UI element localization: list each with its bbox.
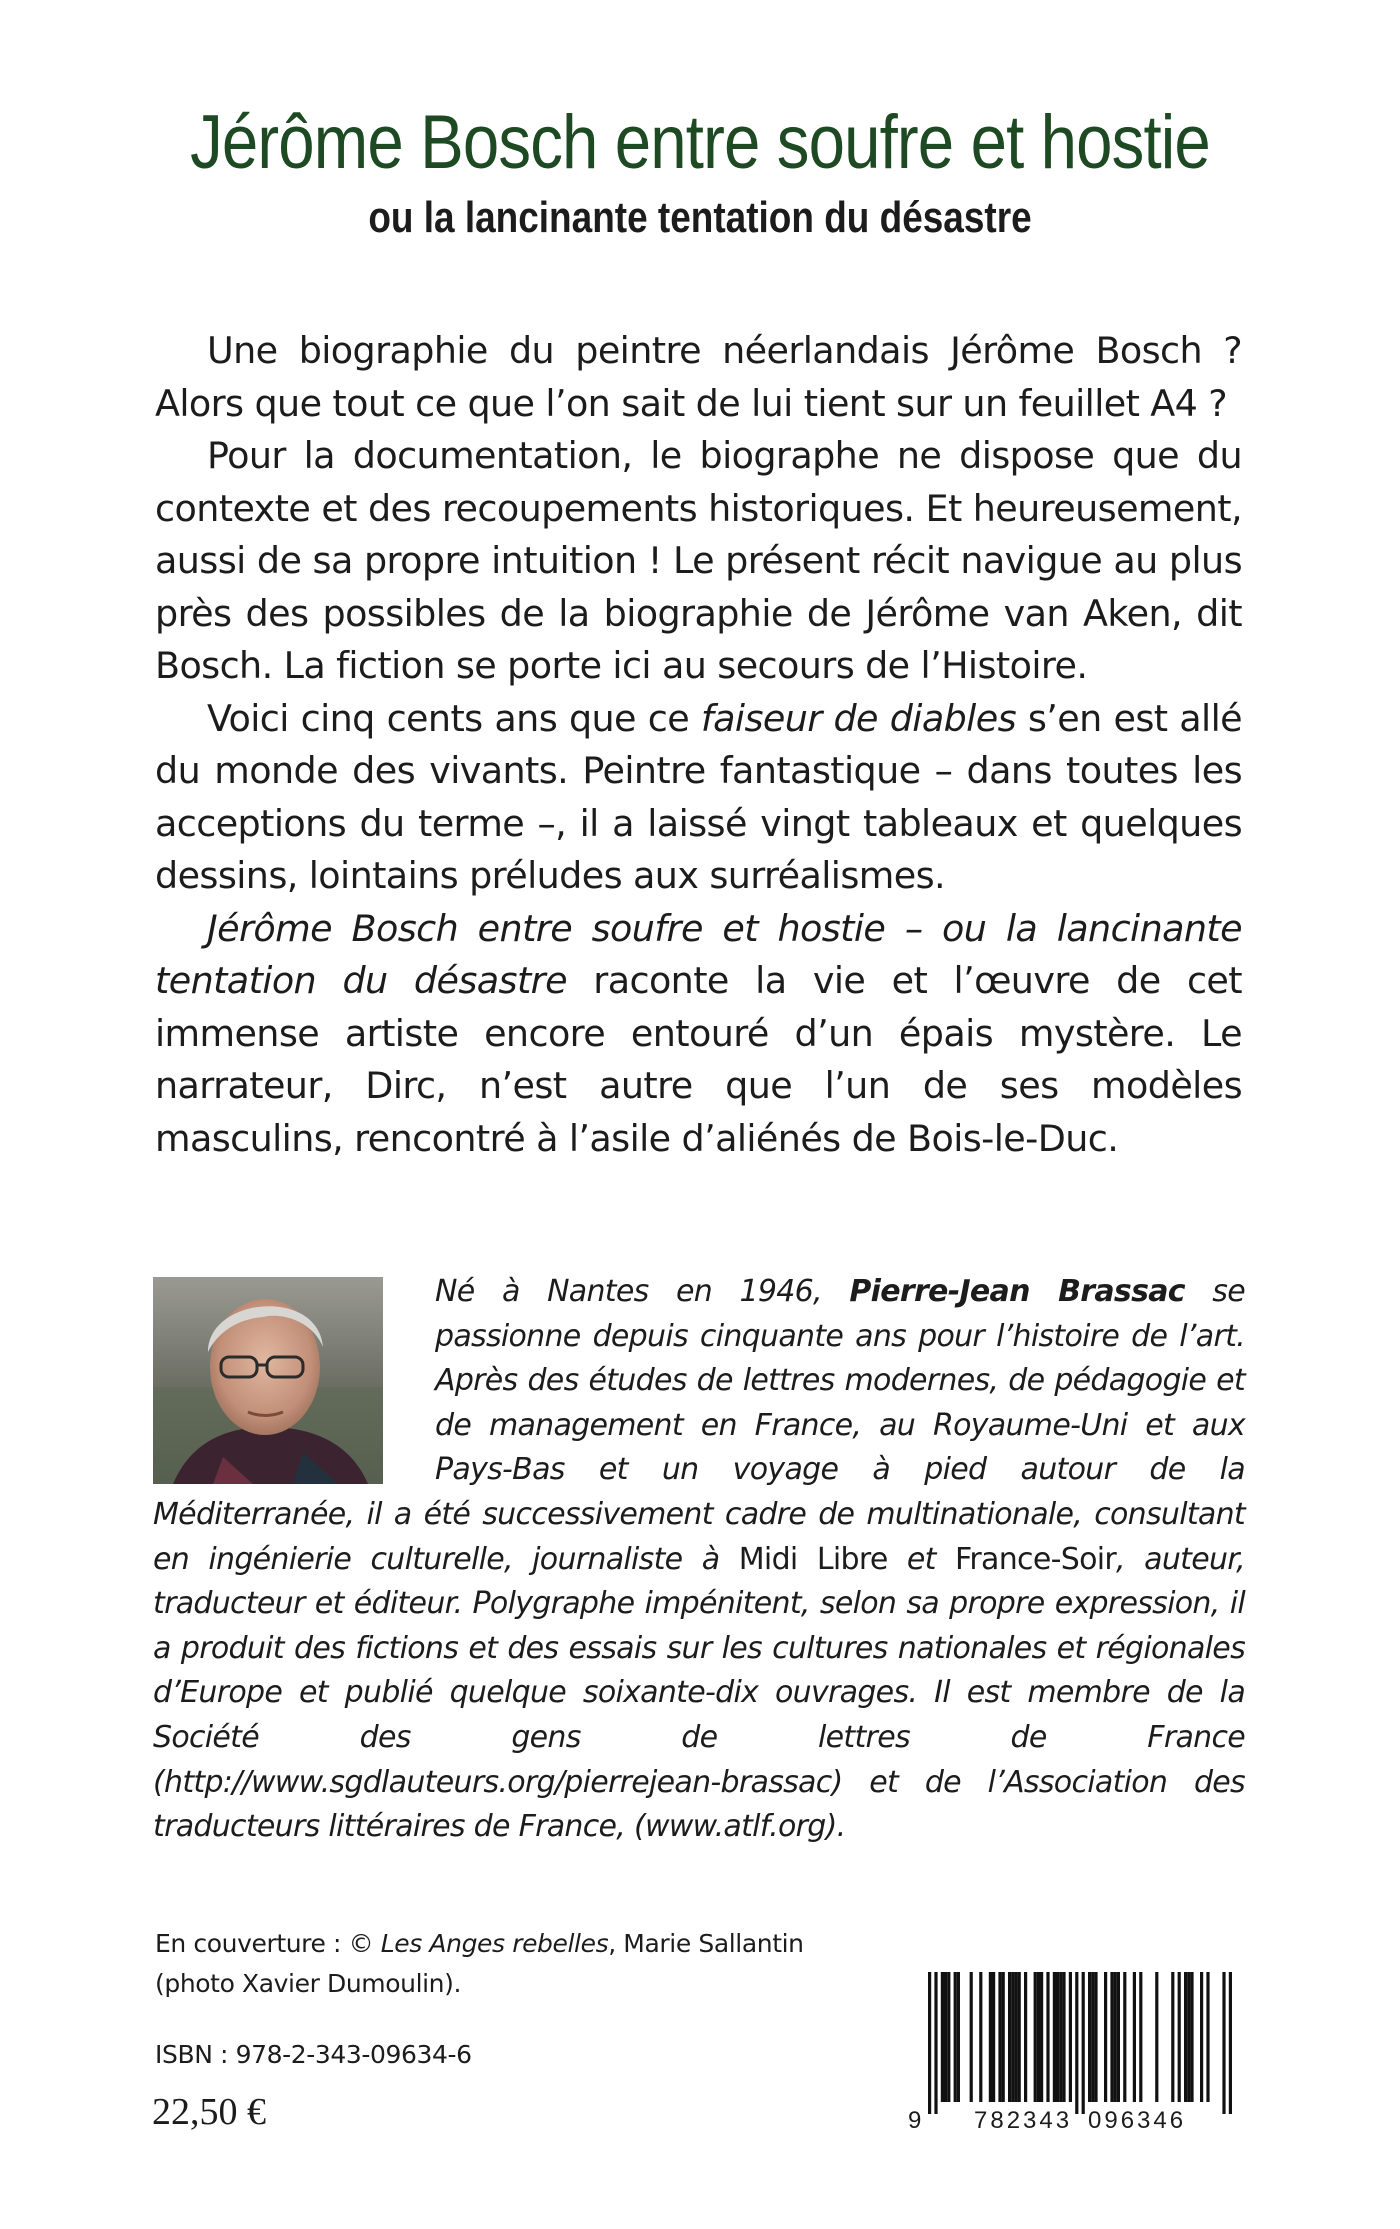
barcode-bar: [947, 1972, 950, 2102]
barcode-bar: [934, 1972, 937, 2114]
barcode-bar: [1082, 1972, 1085, 2114]
bio-and: et: [887, 1541, 956, 1577]
barcode-bar: [970, 1972, 973, 2102]
barcode-bar: [1062, 1972, 1065, 2102]
barcode-bar: [1040, 1972, 1043, 2102]
barcode-bar: [1229, 1972, 1232, 2114]
barcode-bar: [1200, 1972, 1203, 2102]
credit-prefix: En couverture : ©: [155, 1929, 381, 1958]
barcode-bar: [928, 1972, 931, 2114]
barcode-bar: [957, 1972, 960, 2102]
bio-part-1: se passionne depuis cinquante ans pour l’histoire de l’art. Après des études de lettres modernes, de pédagogie et de management en France, au Royaume-Uni et aux Pays-Bas et un voyage à pied autour de la Méditerranée, il a été successivement cadre de multinationale, consultant en ingénierie culturelle, journaliste à: [153, 1274, 1245, 1577]
barcode-bars: [928, 1972, 1232, 2114]
barcode-bar: [1184, 1972, 1187, 2102]
isbn: ISBN : 978-2-343-09634-6: [155, 2040, 472, 2069]
barcode-bar: [1088, 1972, 1091, 2102]
barcode-graphic: [908, 1972, 1238, 2132]
barcode-bar: [1117, 1972, 1120, 2102]
barcode-bar: [1123, 1972, 1126, 2102]
barcode-bar: [1034, 1972, 1037, 2102]
bio-intro: Né à Nantes en 1946,: [435, 1274, 850, 1309]
barcode-bar: [1069, 1972, 1072, 2102]
blurb-paragraph-1: Une biographie du peintre néerlandais Jérôme Bosch ? Alors que tout ce que l’on sait de lui tient sur un feuillet A4 ?: [155, 329, 1242, 425]
blurb-p3-before: Voici cinq cents ans que ce: [207, 696, 701, 740]
barcode-bar: [1155, 1972, 1158, 2102]
barcode-bar: [1091, 1972, 1094, 2102]
barcode-bar: [1178, 1972, 1181, 2102]
barcode-bar: [992, 1972, 995, 2102]
cover-credit: [155, 1924, 855, 2004]
credit-artwork: Les Anges rebelles: [380, 1929, 609, 1958]
blurb-p3-after: s’en est allé du monde des vivants. Peintre fantastique – dans toutes les acceptions du terme –, il a laissé vingt tableaux et quelques dessins, lointains préludes aux surréalismes.: [155, 696, 1242, 897]
book-blurb: [155, 325, 1242, 1165]
price: 22,50 €: [152, 2091, 266, 2133]
blurb-paragraph-3: [155, 693, 1242, 903]
barcode-bar: [1139, 1972, 1142, 2102]
cover-credit-line: [155, 1924, 855, 1964]
bio-part-2: , auteur, traducteur et éditeur. Polygraphe impénitent, selon sa propre expression, il a produit des fictions et des essais sur les cultures nationales et régionales d’Europe et publié quelque soixante-dix ouvrages. Il est membre de la Société des gens de lettres de France (http://www.sgdlauteurs.org/pierrejean-brassac) et de l’Association des traducteurs littéraires de France, (www.atlf.org).: [153, 1541, 1245, 1845]
barcode-bar: [1206, 1972, 1209, 2102]
barcode-bar: [1075, 1972, 1078, 2114]
barcode-digit-first: 9: [908, 2107, 922, 2132]
barcode-digits-left: 782343: [974, 2107, 1073, 2132]
barcode-bar: [1053, 1972, 1056, 2102]
barcode-bar: [1018, 1972, 1021, 2102]
barcode-bar: [989, 1972, 992, 2102]
barcode-bar: [1187, 1972, 1190, 2102]
barcode-bar: [998, 1972, 1001, 2102]
book-subtitle: ou la lancinante tentation du désastre: [368, 193, 1032, 242]
credit-artist: , Marie Sallantin: [608, 1929, 804, 1958]
barcode-bar: [1002, 1972, 1005, 2102]
barcode-bar: [1094, 1972, 1097, 2102]
barcode-bar: [1110, 1972, 1113, 2102]
credit-photo: (photo Xavier Dumoulin).: [155, 1969, 462, 1998]
blurb-p4-italic: Jérôme Bosch entre soufre et hostie – ou la lancinante tentation du désastre: [155, 906, 1242, 1002]
barcode-bar: [1133, 1972, 1136, 2102]
barcode-bar: [1171, 1972, 1174, 2102]
barcode-bar: [1014, 1972, 1017, 2102]
barcode-bar: [954, 1972, 957, 2102]
barcode-bar: [1222, 1972, 1225, 2114]
blurb-paragraph-2: Pour la documentation, le biographe ne dispose que du contexte et des recoupements historiques. Et heureusement, aussi de sa propre intuition ! Le présent récit navigue au plus près des possibles de la biographie de Jérôme van Aken, dit Bosch. La fiction se porte ici au secours de l’Histoire.: [155, 434, 1242, 687]
barcode-bar: [1059, 1972, 1062, 2102]
barcode-bar: [1024, 1972, 1027, 2102]
blurb-p4-after: raconte la vie et l’œuvre de cet immense artiste encore entouré d’un épais mystère. Le narrateur, Dirc, n’est autre que l’un de ses modèles masculins, rencontré à l’asile d’aliénés de Bois-le-Duc.: [155, 959, 1242, 1160]
barcode-bar: [1011, 1972, 1014, 2102]
barcode: [908, 1972, 1238, 2132]
barcode-digits-right: 096346: [1088, 2107, 1187, 2132]
barcode-bar: [941, 1972, 944, 2102]
barcode-bar: [1114, 1972, 1117, 2102]
book-title: Jérôme Bosch entre soufre et hostie: [190, 100, 1210, 185]
barcode-bar: [1008, 1972, 1011, 2102]
barcode-bar: [1104, 1972, 1107, 2102]
photo-spacer: [153, 1270, 435, 1480]
barcode-bar: [1190, 1972, 1193, 2102]
blurb-p3-italic: faiseur de diables: [700, 696, 1016, 740]
barcode-bar: [1056, 1972, 1059, 2102]
author-name: Pierre-Jean Brassac: [849, 1274, 1185, 1309]
barcode-bar: [1037, 1972, 1040, 2102]
barcode-bar: [979, 1972, 982, 2102]
newspaper-midi-libre: Midi Libre: [738, 1541, 888, 1577]
newspaper-france-soir: France-Soir: [955, 1541, 1116, 1577]
author-bio: [153, 1270, 1245, 1850]
blurb-paragraph-4: [155, 903, 1242, 1166]
barcode-bar: [944, 1972, 947, 2102]
barcode-bar: [1046, 1972, 1049, 2102]
